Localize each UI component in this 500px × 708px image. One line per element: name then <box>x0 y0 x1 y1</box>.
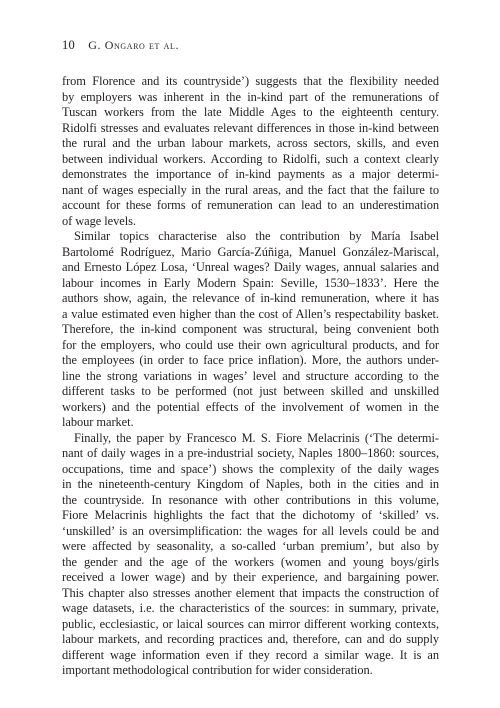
text-line: different wage information even if they record a similar wage. It is an <box>62 647 439 662</box>
text-line: were affected by seasonality, a so-called ‘urban premium’, but also by <box>62 539 439 553</box>
text-line: important methodological contribution for wider consideration. <box>62 663 373 677</box>
text-line: the countryside. In resonance with other contributions in this volume, <box>62 492 439 507</box>
text-line: This chapter also stresses another element that impacts the construction of <box>62 585 439 600</box>
text-line: for the employers, who could use their own agricultural products, and for <box>62 337 439 352</box>
text-line: of wage levels. <box>62 213 136 228</box>
text-line: authors show, again, the relevance of in-kind remuneration, where it has <box>62 291 439 305</box>
text-line: nant of daily wages in a pre-industrial society, Naples 1800–1860: sources, <box>62 446 439 460</box>
text-line: from Florence and its countryside’) suggests that the flexibility needed <box>62 74 439 88</box>
text-line: Therefore, the in-kind component was structural, being convenient both <box>62 322 439 336</box>
text-line: different tasks to be performed (not just between skilled and unskilled <box>62 384 439 398</box>
text-line: line the strong variations in wages’ level and structure according to the <box>62 368 439 383</box>
text-line: Fiore Melacrinis highlights the fact that the dichotomy of ‘skilled’ vs. <box>62 508 439 522</box>
text-line: and Ernesto López Losa, ‘Unreal wages? Daily wages, annual salaries and <box>62 260 439 274</box>
text-line: by employers was inherent in the in-kind part of the remunerations of <box>62 89 439 104</box>
text-line: Similar topics characterise also the contribution by María Isabel <box>74 229 439 243</box>
text-line: the employees (in order to face price inflation). More, the authors under- <box>62 353 439 367</box>
text-line: between individual workers. According to Ridolfi, such a context clearly <box>62 151 439 166</box>
text-line: received a lower wage) and by their experience, and bargaining power. <box>62 570 439 584</box>
text-line: in the nineteenth-century Kingdom of Naples, both in the cities and in <box>62 477 439 491</box>
text-line: ‘unskilled’ is an oversimplification: the wages for all levels could be and <box>62 523 439 538</box>
text-line: demonstrates the importance of in-kind payments as a major determi- <box>62 167 439 181</box>
text-line: public, ecclesiastic, or laical sources can mirror different working contexts, <box>62 616 439 631</box>
body-text <box>62 74 439 679</box>
text-line: labour market. <box>62 415 134 429</box>
text-line: Finally, the paper by Francesco M. S. Fiore Melacrinis (‘The determi- <box>74 430 439 445</box>
text-line: nant of wages especially in the rural areas, and the fact that the failure to <box>62 182 439 197</box>
text-line: Tuscan workers from the late Middle Ages to the eighteenth century. <box>62 105 439 119</box>
text-line: the rural and the urban labour markets, across sectors, skills, and even <box>62 136 439 150</box>
text-line: wage datasets, i.e. the characteristics of the sources: in summary, private, <box>62 601 439 615</box>
text-line: account for these forms of remuneration can lead to an underestimation <box>62 198 439 212</box>
text-line: Ridolfi stresses and evaluates relevant differences in those in-kind between <box>62 120 439 135</box>
text-line: labour incomes in Early Modern Spain: Seville, 1530–1833’. Here the <box>62 275 439 290</box>
running-head <box>62 38 179 53</box>
text-line: the gender and the age of the workers (women and young boys/girls <box>62 554 439 569</box>
page-number: 10 <box>62 38 75 52</box>
running-head-authors: G. Ongaro et al. <box>88 38 180 52</box>
text-line: occupations, time and space’) shows the complexity of the daily wages <box>62 461 439 476</box>
text-line: labour markets, and recording practices and, therefore, can and do supply <box>62 632 439 646</box>
text-line: workers) and the potential effects of the involvement of women in the <box>62 399 439 414</box>
text-line: Bartolomé Rodríguez, Mario García-Zúñiga, Manuel González-Mariscal, <box>62 244 439 259</box>
text-line: a value estimated even higher than the cost of Allen’s respectability basket. <box>62 306 439 321</box>
